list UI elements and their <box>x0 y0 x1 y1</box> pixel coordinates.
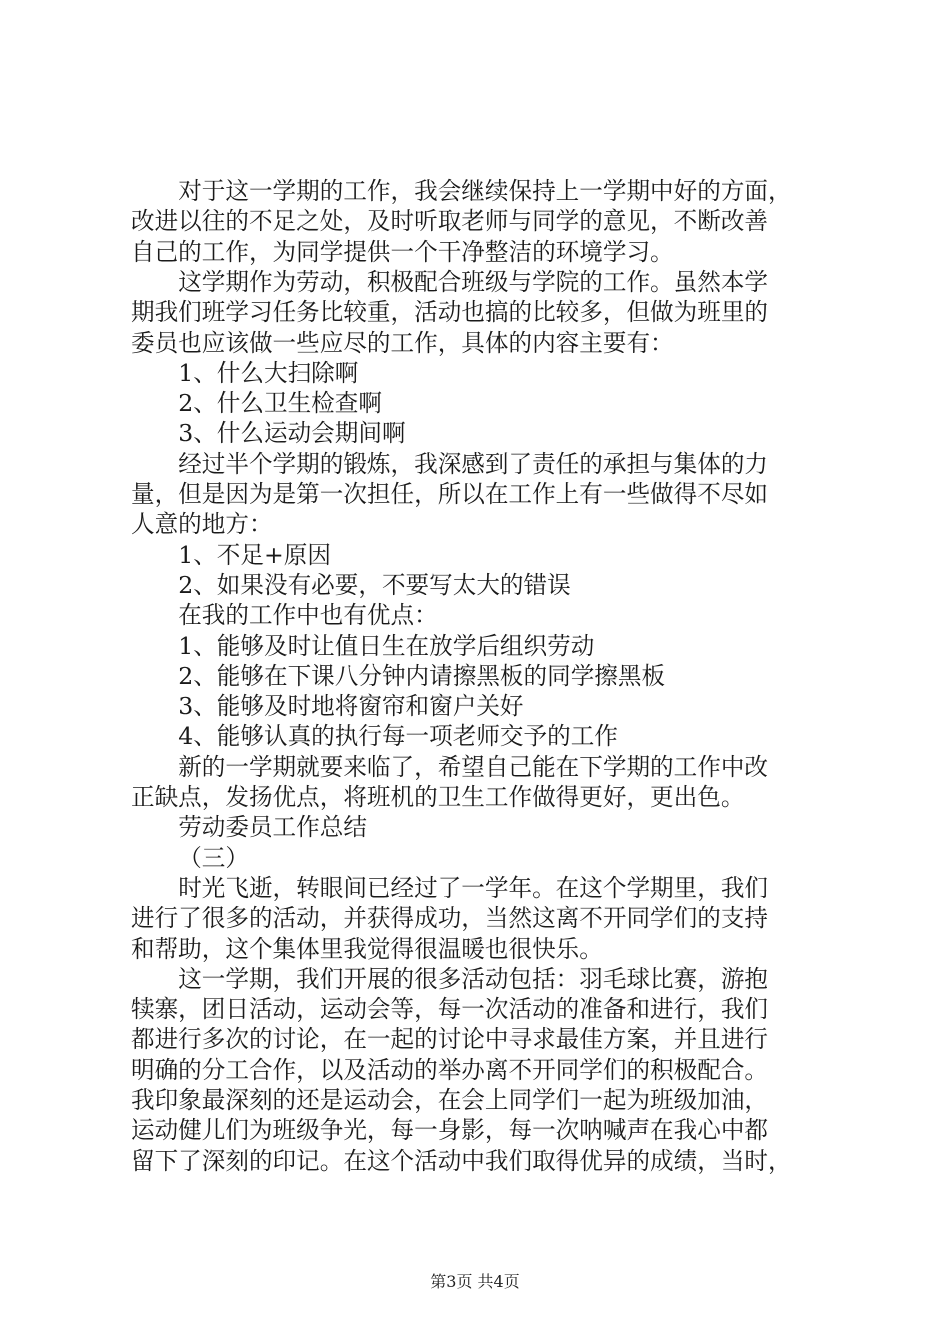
document-line: 都进行多次的讨论，在一起的讨论中寻求最佳方案，并且进行 <box>131 1025 769 1054</box>
document-line: 和帮助，这个集体里我觉得很温暖也很快乐。 <box>131 934 603 963</box>
document-line: 留下了深刻的印记。在这个活动中我们取得优异的成绩，当时， <box>131 1146 792 1175</box>
document-line: 2、能够在下课八分钟内请擦黑板的同学擦黑板 <box>178 661 666 690</box>
document-line: 这学期作为劳动，积极配合班级与学院的工作。虽然本学 <box>178 267 769 296</box>
document-line: 2、如果没有必要，不要写太大的错误 <box>178 570 571 599</box>
document-line: 对于这一学期的工作，我会继续保持上一学期中好的方面， <box>178 177 792 205</box>
document-line: 1、什么大扫除啊 <box>178 358 359 387</box>
document-line: 3、什么运动会期间啊 <box>178 419 406 448</box>
document-line: 经过半个学期的锻炼，我深感到了责任的承担与集体的力 <box>178 449 769 478</box>
document-line: 新的一学期就要来临了，希望自己能在下学期的工作中改 <box>178 752 769 781</box>
document-line: 期我们班学习任务比较重，活动也搞的比较多，但做为班里的 <box>131 298 769 327</box>
document-line: 时光飞逝，转眼间已经过了一学年。在这个学期里，我们 <box>178 873 769 902</box>
document-line: 2、什么卫生检查啊 <box>178 389 382 418</box>
document-line: 明确的分工合作，以及活动的举办离不开同学们的积极配合。 <box>131 1055 769 1084</box>
document-line: 改进以往的不足之处，及时听取老师与同学的意见，不断改善 <box>131 207 769 236</box>
document-line: 劳动委员工作总结 <box>178 813 367 842</box>
document-line: 我印象最深刻的还是运动会，在会上同学们一起为班级加油， <box>131 1086 769 1114</box>
document-line: 4、能够认真的执行每一项老师交予的工作 <box>178 722 618 751</box>
document-line: 在我的工作中也有优点： <box>178 601 438 630</box>
document-line: 1、能够及时让值日生在放学后组织劳动 <box>178 631 595 660</box>
document-line: 运动健儿们为班级争光，每一身影，每一次呐喊声在我心中都 <box>131 1116 769 1145</box>
document-line: 人意的地方： <box>131 510 273 539</box>
document-line: 1、不足+原因 <box>178 540 331 569</box>
document-line: 委员也应该做一些应尽的工作，具体的内容主要有： <box>131 328 674 357</box>
document-line: 自己的工作，为同学提供一个干净整洁的环境学习。 <box>131 237 674 266</box>
document-line: 犊寨，团日活动，运动会等，每一次活动的准备和进行，我们 <box>131 995 769 1024</box>
document-line: 3、能够及时地将窗帘和窗户关好 <box>178 692 524 721</box>
document-line: （三） <box>178 843 249 872</box>
page-footer: 第3页 共4页 <box>430 1272 520 1291</box>
document-line: 正缺点，发扬优点，将班机的卫生工作做得更好，更出色。 <box>131 783 745 811</box>
document-line: 进行了很多的活动，并获得成功，当然这离不开同学们的支持 <box>131 904 769 933</box>
document-line: 这一学期，我们开展的很多活动包括：羽毛球比赛，游抱 <box>178 964 769 993</box>
document-line: 量，但是因为是第一次担任，所以在工作上有一些做得不尽如 <box>131 480 769 508</box>
